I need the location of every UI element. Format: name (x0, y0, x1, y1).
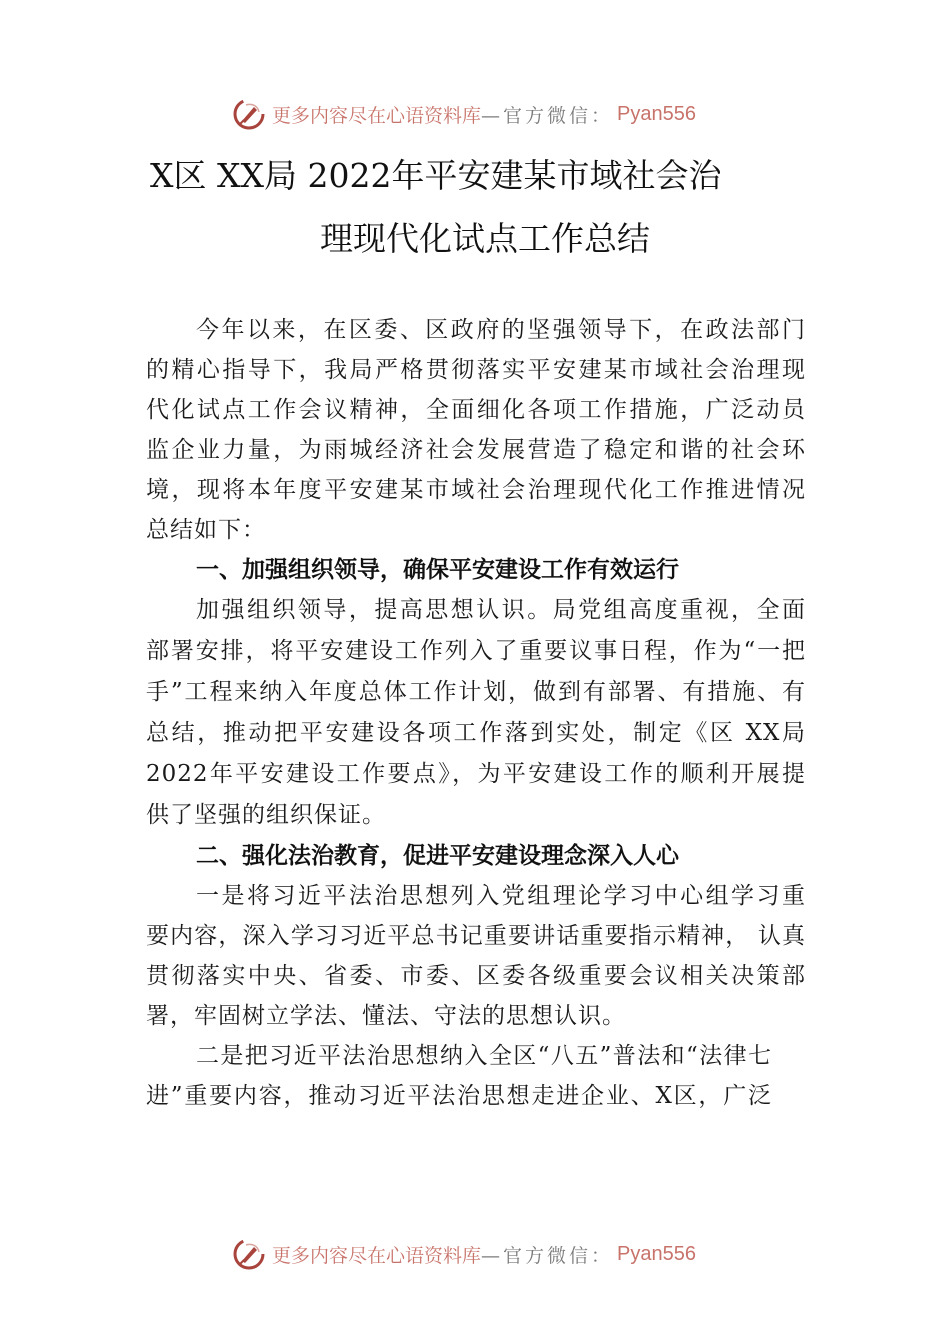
watermark-brand-text: 更多内容尽在心语资料库 (272, 104, 482, 127)
watermark-separator-text: —官方微信： (481, 104, 614, 127)
header-watermark (232, 94, 696, 134)
paragraph-line: 的精心指导下，我局严格贯彻落实平安建某市域社会治理现 (146, 357, 806, 383)
paragraph-line: 进”重要内容，推动习近平法治思想走进企业、X区，广泛 (146, 1083, 772, 1109)
paragraph-line: 加强组织领导，提高思想认识。局党组高度重视，全面 (196, 597, 806, 623)
paragraph-line: 总结，推动把平安建设各项工作落到实处，制定《区 XX局 (146, 720, 806, 746)
document-title-line-2: 理现代化试点工作总结 (320, 219, 650, 258)
paragraph-line: 供了坚强的组织保证。 (146, 802, 386, 828)
quill-pen-logo-icon (232, 97, 266, 131)
quill-pen-logo-icon (232, 1237, 266, 1271)
watermark-brand-text: 更多内容尽在心语资料库 (272, 1244, 482, 1267)
watermark-wechat-id: Pyan556 (617, 102, 696, 125)
footer-watermark (232, 1234, 696, 1274)
paragraph-line: 要内容，深入学习习近平总书记重要讲话重要指示精神， 认真 (146, 923, 806, 949)
paragraph-line: 代化试点工作会议精神，全面细化各项工作措施，广泛动员 (146, 397, 806, 423)
paragraph-line: 署，牢固树立学法、懂法、守法的思想认识。 (146, 1003, 626, 1029)
watermark-separator-text: —官方微信： (481, 1244, 614, 1267)
paragraph-legal-education-2 (146, 1036, 806, 1116)
paragraph-legal-education-1 (146, 876, 806, 1036)
paragraph-line: 总结如下： (146, 517, 266, 543)
paragraph-line: 境，现将本年度平安建某市域社会治理现代化工作推进情况 (146, 477, 806, 503)
watermark-wechat-id: Pyan556 (617, 1242, 696, 1265)
paragraph-line: 监企业力量，为雨城经济社会发展营造了稳定和谐的社会环 (146, 437, 806, 463)
section-heading-1: 一、加强组织领导，确保平安建设工作有效运行 (196, 557, 679, 583)
paragraph-line: 一是将习近平法治思想列入党组理论学习中心组学习重 (196, 883, 806, 909)
paragraph-line: 手”工程来纳入年度总体工作计划，做到有部署、有措施、有 (146, 679, 806, 705)
paragraph-line: 今年以来，在区委、区政府的坚强领导下，在政法部门 (196, 317, 806, 343)
section-heading-2: 二、强化法治教育，促进平安建设理念深入人心 (196, 843, 679, 869)
paragraph-line: 二是把习近平法治思想纳入全区“八五”普法和“法律七 (196, 1043, 772, 1069)
paragraph-line: 2022年平安建设工作要点》，为平安建设工作的顺利开展提 (146, 761, 806, 787)
paragraph-line: 部署安排，将平安建设工作列入了重要议事日程，作为“一把 (146, 638, 806, 664)
paragraph-organization (146, 590, 806, 836)
paragraph-intro (146, 310, 806, 550)
document-title-line-1: X区 XX局 2022年平安建某市域社会治 (150, 156, 722, 195)
document-body (146, 310, 806, 1116)
paragraph-line: 贯彻落实中央、省委、市委、区委各级重要会议相关决策部 (146, 963, 806, 989)
